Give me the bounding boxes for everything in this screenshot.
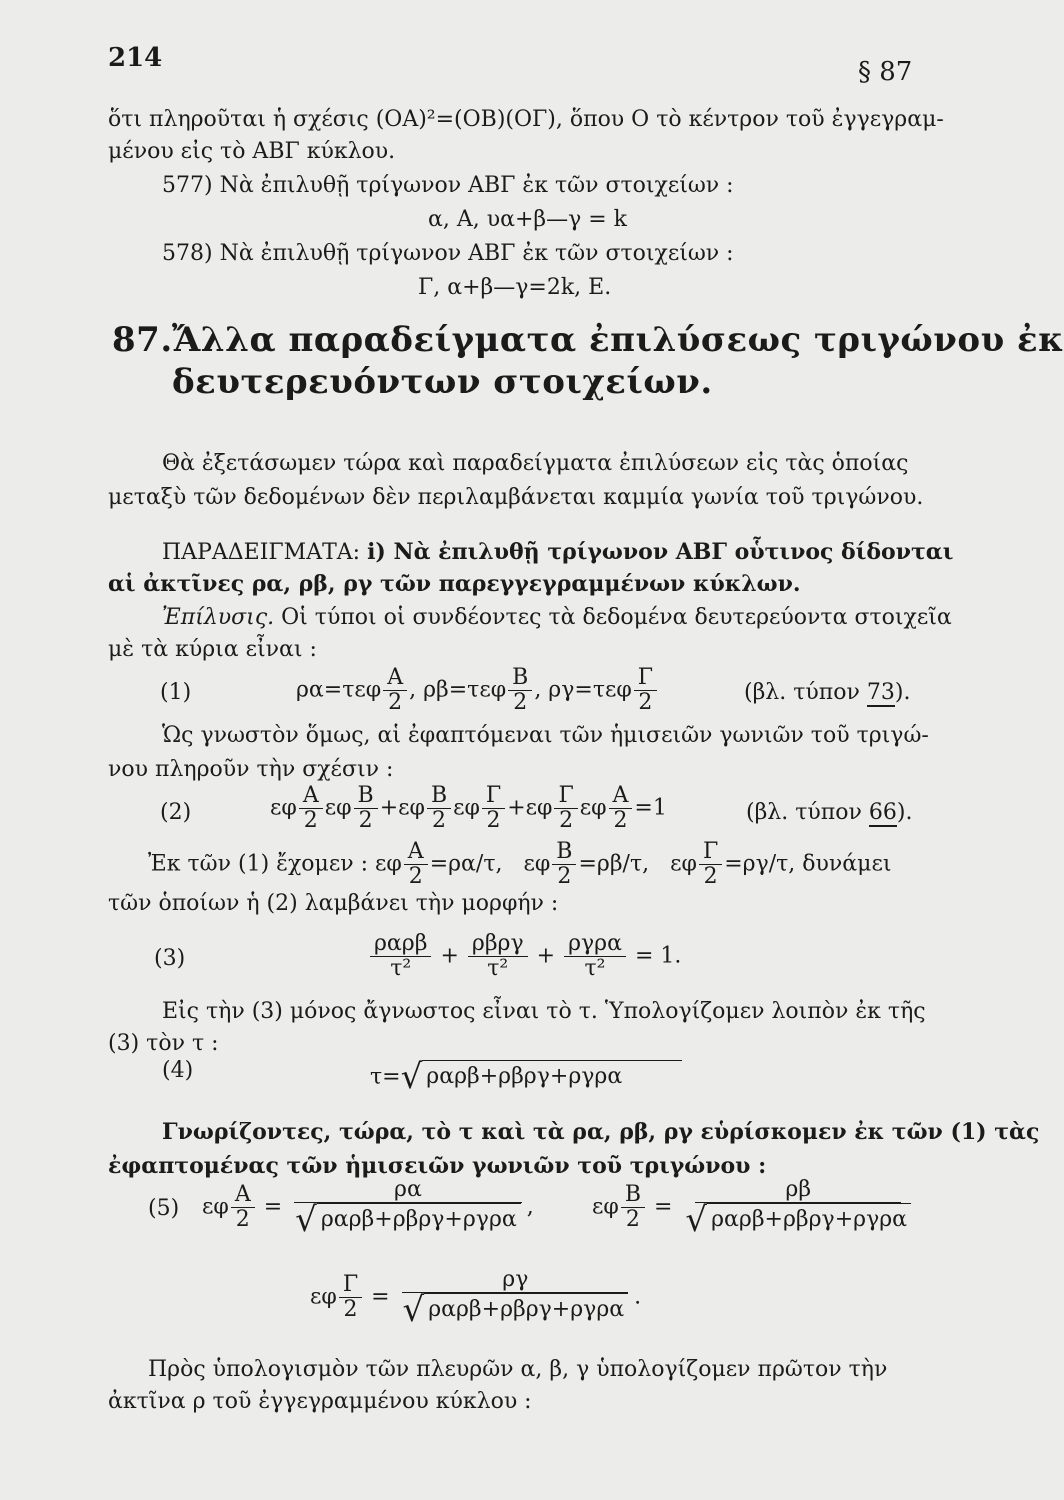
eq5a-radicand: ραρβ+ρβργ+ργρα — [317, 1203, 521, 1237]
eq3-frac-1 — [370, 932, 431, 981]
eq2-equals-one: =1 — [634, 795, 667, 821]
eq3-frac-3-den: τ² — [584, 956, 606, 981]
eq3-plus-1: + — [440, 943, 459, 969]
section-heading-line-2: δευτερευόντων στοιχείων. — [172, 362, 713, 402]
sqrt-icon: √ — [685, 1200, 708, 1240]
eq2-frac-5-num: Γ — [554, 784, 577, 809]
eq1-rho-b: , ρβ=τεφ — [409, 677, 507, 703]
eq2-ef-4: εφ — [453, 795, 480, 821]
eq4-radicand: ραρβ+ρβργ+ργρα — [422, 1060, 682, 1094]
eq3-frac-2 — [468, 932, 528, 981]
para-5-line-1: Γνωρίζοντες, τώρα, τὸ τ καὶ τὰ ρα, ρβ, ργ εὑρίσκομεν ἐκ τῶν (1) τὰς — [162, 1119, 1040, 1145]
para3-frac-a-den: 2 — [408, 864, 423, 889]
sqrt-icon: √ — [295, 1200, 317, 1240]
eq2-frac-4-den: 2 — [486, 808, 501, 833]
equation-1-reference — [744, 680, 910, 705]
para-3-line-1 — [148, 840, 891, 889]
solution-line-1 — [162, 604, 952, 632]
eq5c-sqrt — [402, 1290, 629, 1330]
eq1-frac-g — [634, 666, 657, 715]
eq2-frac-1 — [299, 784, 323, 833]
eq1-frac-a-num: Α — [383, 666, 407, 691]
para3-p3: =ργ/τ, — [724, 851, 796, 877]
intro-line-1: ὅτι πληροῦται ἡ σχέσις (ΟΑ)²=(ΟΒ)(ΟΓ), ὅπου Ο τὸ κέντρον τοῦ ἐγγεγραμ- — [108, 107, 944, 132]
section-heading-number: 87. — [112, 320, 173, 360]
section-heading-line-1: Ἄλλα παραδείγματα ἐπιλύσεως τριγώνου ἐκ — [172, 320, 1064, 360]
eq5b-main-den — [681, 1200, 915, 1240]
para-6-line-1: Πρὸς ὑπολογισμὸν τῶν πλευρῶν α, β, γ ὑπολογίζομεν πρῶτον τὴν — [148, 1357, 888, 1382]
eq2-frac-5-den: 2 — [559, 808, 574, 833]
eq3-frac-3 — [564, 932, 626, 981]
eq5a-main-den — [291, 1200, 525, 1240]
equation-5-number: (5) — [148, 1196, 180, 1221]
eq3-frac-1-num: ραρβ — [370, 932, 431, 957]
eq2-frac-2 — [354, 784, 378, 833]
equation-4-number: (4) — [162, 1058, 194, 1083]
eq5a-half-num: Α — [231, 1183, 255, 1208]
eq5b-main-frac — [681, 1177, 915, 1240]
solution-text-1: Οἱ τύποι οἱ συνδέοντες τὰ δεδομένα δευτερεύοντα στοιχεῖα — [281, 605, 952, 630]
sqrt-icon: √ — [402, 1290, 425, 1330]
para-4-line-1: Εἰς τὴν (3) μόνος ἄγνωστος εἶναι τὸ τ. Ὑπολογίζομεν λοιπὸν ἐκ τῆς — [162, 999, 926, 1024]
eq1-frac-a-den: 2 — [388, 690, 403, 715]
exercise-578-label: 578) Νὰ ἐπιλυθῇ τρίγωνον ΑΒΓ ἐκ τῶν στοιχείων : — [162, 241, 734, 266]
eq3-frac-2-den: τ² — [487, 956, 509, 981]
page-number: 214 — [108, 43, 163, 73]
intro-line-2: μένου εἰς τὸ ΑΒΓ κύκλου. — [108, 139, 396, 164]
para3-frac-g — [699, 840, 722, 889]
para-2-line-2: νου πληροῦν τὴν σχέσιν : — [108, 757, 394, 782]
eq1-frac-b-num: Β — [508, 666, 532, 691]
para-1-line-2: μεταξὺ τῶν δεδομένων δὲν περιλαμβάνεται καμμία γωνία τοῦ τριγώνου. — [108, 485, 924, 510]
example-text-2: αἱ ἀκτῖνες ρα, ρβ, ργ τῶν παρεγγεγραμμένων κύκλων. — [108, 571, 801, 597]
para3-post: δυνάμει — [802, 851, 892, 877]
eq1-rho-a: ρα=τεφ — [296, 677, 382, 703]
section-marker: § 87 — [858, 57, 913, 87]
eq2-frac-5 — [554, 784, 577, 833]
eq2-ref-pre: (βλ. τύπον — [746, 800, 869, 825]
eq3-frac-3-num: ργρα — [564, 932, 626, 957]
equation-1 — [296, 666, 659, 715]
eq1-ref-num: 73 — [866, 680, 895, 705]
eq3-equals: = 1. — [634, 943, 682, 969]
para-6-line-2: ἀκτῖνα ρ τοῦ ἐγγεγραμμένου κύκλου : — [108, 1389, 532, 1414]
equation-2-number: (2) — [160, 800, 192, 825]
eq2-plus-2: + — [507, 795, 526, 821]
para3-frac-a — [404, 840, 428, 889]
eq2-frac-3 — [427, 784, 451, 833]
eq5a-half-den: 2 — [235, 1207, 250, 1232]
eq2-frac-1-den: 2 — [303, 808, 318, 833]
eq3-plus-2: + — [536, 943, 556, 969]
eq5b-half-num: Β — [621, 1183, 645, 1208]
eq5c-main-den — [399, 1290, 633, 1330]
exercise-578-data: Γ, α+β—γ=2k, Ε. — [418, 275, 612, 300]
para-2-line-1: Ὡς γνωστὸν ὅμως, αἱ ἐφαπτόμεναι τῶν ἡμισειῶν γωνιῶν τοῦ τριγώ- — [162, 723, 929, 748]
equation-2-reference — [746, 800, 912, 825]
eq5c-ef: εφ — [310, 1284, 337, 1310]
eq1-ref-pre: (βλ. τύπον — [744, 680, 867, 705]
para3-ef-g: εφ — [670, 851, 697, 877]
eq1-frac-g-den: 2 — [638, 690, 653, 715]
exercise-577-label: 577) Νὰ ἐπιλυθῇ τρίγωνον ΑΒΓ ἐκ τῶν στοιχείων : — [162, 173, 734, 198]
eq5b-sqrt — [685, 1200, 911, 1240]
eq5a-half-frac — [231, 1183, 255, 1232]
eq2-frac-3-num: Β — [427, 784, 451, 809]
eq5a-equals: = — [263, 1194, 283, 1220]
eq3-frac-2-num: ρβργ — [468, 932, 528, 957]
equation-5-part-c — [310, 1267, 642, 1330]
para-1-line-1: Θὰ ἐξετάσωμεν τώρα καὶ παραδείγματα ἐπιλύσεων εἰς τὰς ὁποίας — [162, 451, 909, 476]
para3-frac-b — [552, 840, 576, 889]
eq5c-half-den: 2 — [343, 1297, 358, 1322]
eq2-frac-1-num: Α — [299, 784, 323, 809]
eq1-frac-b — [508, 666, 532, 715]
eq2-frac-2-den: 2 — [358, 808, 373, 833]
eq5b-half-den: 2 — [625, 1207, 640, 1232]
example-label: ΠΑΡΑΔΕΙΓΜΑΤΑ: — [162, 540, 361, 565]
para-5-line-2: ἐφαπτομένας τῶν ἡμισειῶν γωνιῶν τοῦ τριγώνου : — [108, 1153, 767, 1179]
sqrt-icon: √ — [400, 1057, 423, 1097]
eq5c-radicand: ραρβ+ρβργ+ργρα — [424, 1293, 628, 1327]
eq1-frac-g-num: Γ — [634, 666, 657, 691]
para-3-line-2: τῶν ὁποίων ἡ (2) λαμβάνει τὴν μορφήν : — [108, 891, 559, 916]
example-block — [162, 538, 953, 567]
eq5c-period: . — [634, 1284, 642, 1310]
equation-3-number: (3) — [154, 946, 186, 971]
eq2-frac-6 — [609, 784, 633, 833]
eq1-rho-g: , ργ=τεφ — [534, 677, 632, 703]
equation-1-number: (1) — [160, 680, 192, 705]
para3-frac-a-num: Α — [404, 840, 428, 865]
para-4-line-2: (3) τὸν τ : — [108, 1031, 219, 1056]
eq2-frac-2-num: Β — [354, 784, 378, 809]
eq5a-main-num: ρα — [294, 1178, 522, 1203]
eq5b-main-num: ρβ — [695, 1178, 901, 1203]
eq5c-half-frac — [339, 1273, 362, 1322]
eq5c-main-frac — [399, 1267, 633, 1330]
eq1-frac-a — [383, 666, 407, 715]
eq5c-main-num: ργ — [402, 1268, 628, 1293]
para3-p1: =ρα/τ, — [429, 851, 503, 877]
eq1-ref-post: ). — [894, 680, 911, 705]
eq2-plus-1: + — [379, 795, 399, 821]
eq2-ref-num: 66 — [868, 800, 897, 825]
eq2-ref-post: ). — [896, 800, 913, 825]
eq5c-half-num: Γ — [339, 1273, 362, 1298]
eq5b-equals: = — [653, 1194, 673, 1220]
equation-5-part-b — [592, 1177, 917, 1240]
eq5a-ef: εφ — [202, 1194, 229, 1220]
eq2-ef-3: εφ — [398, 795, 425, 821]
para3-frac-b-num: Β — [552, 840, 576, 865]
para3-ef-b: εφ — [523, 851, 551, 877]
eq5a-comma: , — [526, 1194, 534, 1220]
para3-pre: Ἐκ τῶν (1) ἔχομεν : εφ — [148, 851, 402, 877]
eq2-frac-6-num: Α — [609, 784, 633, 809]
para3-frac-g-den: 2 — [703, 864, 718, 889]
solution-label: Ἐπίλυσις. — [162, 605, 275, 630]
eq3-frac-1-den: τ² — [390, 956, 412, 981]
eq2-ef-5: εφ — [525, 795, 553, 821]
exercise-577-data: α, Α, υα+β—γ = k — [428, 207, 627, 232]
eq2-frac-6-den: 2 — [613, 808, 628, 833]
equation-5-part-a — [202, 1177, 534, 1240]
equation-4 — [370, 1057, 682, 1097]
para3-frac-b-den: 2 — [557, 864, 572, 889]
equation-3 — [368, 932, 681, 981]
eq2-ef-6: εφ — [579, 795, 607, 821]
example-text-1: i) Νὰ ἐπιλυθῇ τρίγωνον ΑΒΓ οὗτινος δίδονται — [367, 539, 954, 565]
eq2-ef-2: εφ — [324, 795, 352, 821]
eq4-sqrt — [400, 1057, 683, 1097]
eq5b-radicand: ραρβ+ρβργ+ργρα — [707, 1203, 911, 1237]
eq5a-main-frac — [291, 1177, 525, 1240]
eq5c-equals: = — [371, 1284, 390, 1310]
eq2-ef-1: εφ — [270, 795, 297, 821]
para3-frac-g-num: Γ — [699, 840, 722, 865]
eq2-frac-4 — [482, 784, 505, 833]
eq2-frac-4-num: Γ — [482, 784, 505, 809]
eq1-frac-b-den: 2 — [513, 690, 528, 715]
eq4-lhs: τ= — [370, 1064, 401, 1090]
para3-p2: =ρβ/τ, — [578, 851, 650, 877]
eq5b-ef: εφ — [592, 1194, 619, 1220]
equation-2 — [270, 784, 667, 833]
eq5a-sqrt — [295, 1200, 521, 1240]
eq5b-half-frac — [621, 1183, 645, 1232]
solution-text-2: μὲ τὰ κύρια εἶναι : — [108, 637, 317, 662]
eq2-frac-3-den: 2 — [432, 808, 447, 833]
